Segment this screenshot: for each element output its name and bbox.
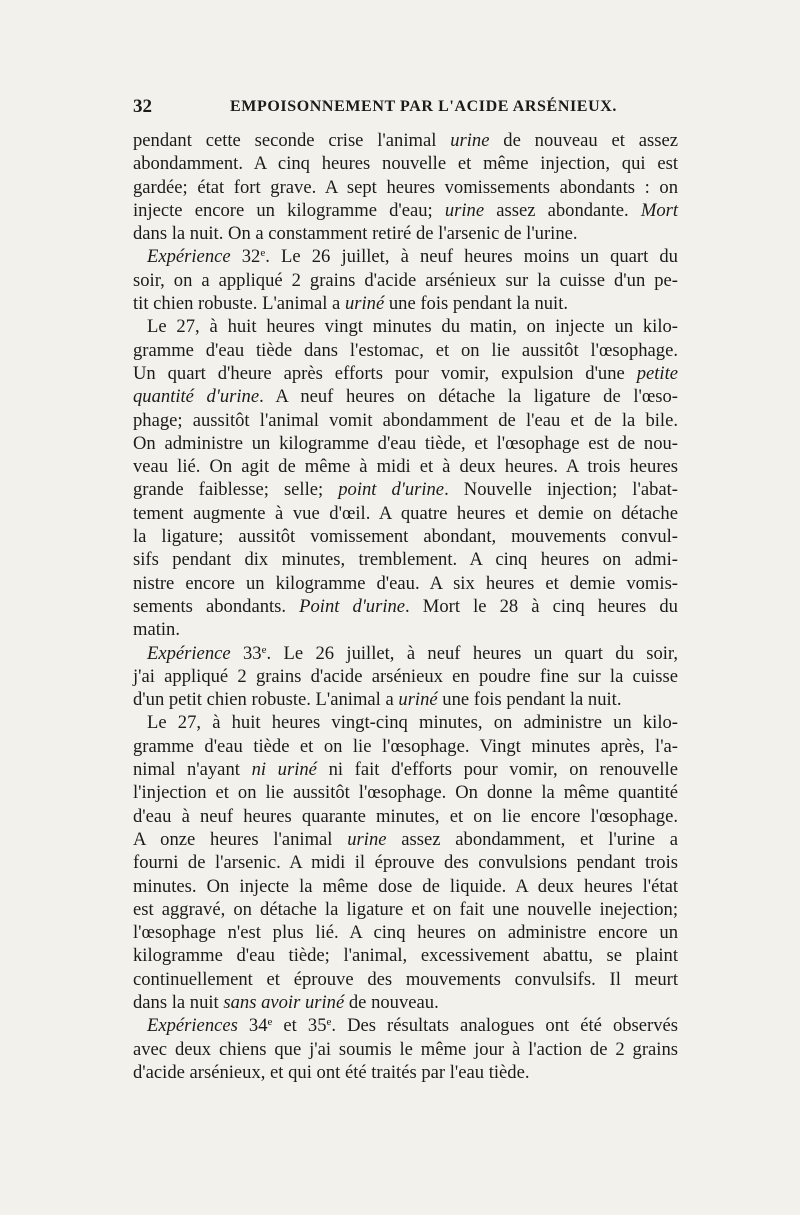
- text-run: nistre encore un kilogramme d'eau. A six heures et demie vomis-: [133, 572, 678, 594]
- text-line: [133, 129, 678, 152]
- text-line: [133, 548, 678, 571]
- text-line: [133, 1061, 678, 1084]
- text-line: [133, 758, 678, 781]
- body-text: [133, 129, 678, 1084]
- text-run: soir, on a appliqué 2 grains d'acide arsénieux sur la cuisse d'un pe-: [133, 269, 678, 291]
- text-line: [133, 735, 678, 758]
- ordinal-superscript: e: [261, 643, 267, 656]
- text-run: Le 27, à huit heures vingt-cinq minutes, on administre un kilo-: [147, 712, 678, 734]
- text-run: ni fait d'efforts pour vomir, on renouvelle: [316, 759, 678, 781]
- text-line: [133, 292, 678, 315]
- text-run: une fois pendant la nuit.: [384, 293, 569, 315]
- page-number: 32: [133, 96, 152, 117]
- text-run: Un quart d'heure après efforts pour vomir, expulsion d'une: [133, 362, 637, 384]
- text-line: [133, 665, 678, 688]
- text-run: 32: [230, 246, 261, 268]
- text-run: sements abondants.: [133, 595, 300, 617]
- italic-text: point d'urine: [338, 479, 445, 501]
- text-line: [133, 968, 678, 991]
- text-run: est aggravé, on détache la ligature et on fait une nouvelle inejection;: [133, 898, 678, 920]
- text-line: [133, 688, 678, 711]
- text-run: gramme d'eau tiède et on lie l'œsophage. Vingt minutes après, l'a-: [133, 735, 678, 757]
- italic-text: sans avoir uriné: [223, 991, 345, 1013]
- text-line: [133, 1038, 678, 1061]
- italic-text: ni uriné: [251, 759, 317, 781]
- text-run: abondamment. A cinq heures nouvelle et même injection, qui est: [133, 153, 678, 175]
- text-run: 33: [230, 642, 262, 664]
- text-run: avec deux chiens que j'ai soumis le même jour à l'action de 2 grains: [133, 1038, 678, 1060]
- italic-text: uriné: [344, 293, 385, 315]
- text-run: sifs pendant dix minutes, tremblement. A cinq heures on admi-: [133, 549, 678, 571]
- text-run: l'œsophage n'est plus lié. A cinq heures on administre encore un: [133, 922, 678, 944]
- italic-text: uriné: [398, 689, 438, 711]
- page-header: [133, 96, 678, 120]
- ordinal-superscript: e: [260, 247, 266, 260]
- text-run: j'ai appliqué 2 grains d'acide arsénieux en poudre fine sur la cuisse: [133, 665, 678, 687]
- text-run: . Mort le 28 à cinq heures du: [405, 595, 678, 617]
- text-run: . Le 26 juillet, à neuf heures un quart du soir,: [266, 642, 678, 664]
- text-run: et 35: [272, 1015, 327, 1037]
- text-line: [133, 315, 678, 338]
- text-line: [133, 642, 678, 665]
- text-line: [133, 502, 678, 525]
- paragraph: [133, 711, 678, 1014]
- text-line: [133, 269, 678, 292]
- text-run: 34: [237, 1015, 268, 1037]
- paragraph: [133, 129, 678, 245]
- text-line: [133, 875, 678, 898]
- italic-text: Mort: [640, 199, 679, 221]
- text-line: [133, 805, 678, 828]
- italic-text: Expérience: [147, 246, 231, 268]
- ordinal-superscript: e: [267, 1016, 273, 1029]
- text-line: [133, 222, 678, 245]
- text-run: d'un petit chien robuste. L'animal a: [133, 689, 399, 711]
- text-run: phage; aussitôt l'animal vomit abondamment de l'eau et de la bile.: [133, 409, 678, 431]
- text-run: matin.: [133, 619, 180, 641]
- italic-text: urine: [444, 199, 485, 221]
- italic-text: Point d'urine: [299, 595, 406, 617]
- text-run: injecte encore un kilogramme d'eau;: [133, 199, 445, 221]
- text-line: [133, 525, 678, 548]
- text-run: dans la nuit: [133, 991, 224, 1013]
- text-line: [133, 362, 678, 385]
- text-line: [133, 711, 678, 734]
- text-line: [133, 478, 678, 501]
- text-run: Le 27, à huit heures vingt minutes du matin, on injecte un kilo-: [147, 316, 678, 338]
- text-line: [133, 921, 678, 944]
- italic-text: Expériences: [147, 1015, 238, 1037]
- text-line: [133, 245, 678, 268]
- text-run: l'injection et on lie aussitôt l'œsophage. On donne la même quantité: [133, 782, 678, 804]
- ordinal-superscript: e: [326, 1016, 332, 1029]
- text-run: On administre un kilogramme d'eau tiède, et l'œsophage est de nou-: [133, 432, 678, 454]
- text-run: continuellement et éprouve des mouvements convulsifs. Il meurt: [133, 968, 678, 990]
- text-line: [133, 152, 678, 175]
- text-line: [133, 385, 678, 408]
- text-run: une fois pendant la nuit.: [437, 689, 622, 711]
- text-run: de nouveau.: [344, 991, 439, 1013]
- text-run: . Des résultats analogues ont été observés: [331, 1015, 679, 1037]
- text-line: [133, 944, 678, 967]
- italic-text: urine: [347, 828, 387, 850]
- running-title: EMPOISONNEMENT PAR L'ACIDE ARSÉNIEUX.: [230, 98, 617, 115]
- text-run: gramme d'eau tiède dans l'estomac, et on lie aussitôt l'œsophage.: [133, 339, 678, 361]
- text-line: [133, 409, 678, 432]
- text-line: [133, 618, 678, 641]
- text-run: minutes. On injecte la même dose de liquide. A deux heures l'état: [133, 875, 678, 897]
- text-run: assez abondamment, et l'urine a: [386, 828, 678, 850]
- text-run: veau lié. On agit de même à midi et à deux heures. A trois heures: [133, 456, 678, 478]
- text-run: tit chien robuste. L'animal a: [133, 293, 345, 315]
- paragraph: [133, 1014, 678, 1084]
- text-run: . A neuf heures on détache la ligature de l'œso-: [259, 386, 678, 408]
- paragraph: [133, 315, 678, 641]
- text-line: [133, 1014, 678, 1037]
- text-line: [133, 991, 678, 1014]
- text-run: grande faiblesse; selle;: [133, 479, 339, 501]
- text-line: [133, 898, 678, 921]
- text-line: [133, 432, 678, 455]
- text-line: [133, 455, 678, 478]
- text-run: tement augmente à vue d'œil. A quatre heures et demie on détache: [133, 502, 678, 524]
- paragraph: [133, 245, 678, 315]
- text-line: [133, 176, 678, 199]
- text-run: d'eau à neuf heures quarante minutes, et on lie encore l'œsophage.: [133, 805, 678, 827]
- text-line: [133, 199, 678, 222]
- text-line: [133, 572, 678, 595]
- text-run: A onze heures l'animal: [133, 828, 348, 850]
- text-line: [133, 851, 678, 874]
- italic-text: Expérience: [147, 642, 231, 664]
- text-run: nimal n'ayant: [133, 759, 252, 781]
- text-run: . Nouvelle injection; l'abat-: [444, 479, 678, 501]
- text-run: d'acide arsénieux, et qui ont été traités par l'eau tiède.: [133, 1061, 530, 1083]
- text-run: de nouveau et assez: [489, 130, 678, 151]
- text-run: dans la nuit. On a constamment retiré de l'arsenic de l'urine.: [133, 223, 578, 245]
- text-run: gardée; état fort grave. A sept heures vomissements abondants : on: [133, 176, 678, 198]
- text-run: pendant cette seconde crise l'animal: [133, 130, 451, 151]
- italic-text: quantité d'urine: [133, 386, 260, 408]
- text-run: . Le 26 juillet, à neuf heures moins un quart du: [265, 246, 678, 268]
- text-run: assez abondante.: [484, 199, 641, 221]
- italic-text: petite: [636, 362, 678, 384]
- italic-text: urine: [450, 130, 490, 151]
- text-line: [133, 828, 678, 851]
- text-line: [133, 595, 678, 618]
- text-run: fourni de l'arsenic. A midi il éprouve des convulsions pendant trois: [133, 852, 678, 874]
- text-line: [133, 781, 678, 804]
- text-line: [133, 339, 678, 362]
- text-run: la ligature; aussitôt vomissement abondant, mouvements convul-: [133, 526, 678, 548]
- paragraph: [133, 642, 678, 712]
- text-run: kilogramme d'eau tiède; l'animal, excessivement abattu, se plaint: [133, 945, 678, 967]
